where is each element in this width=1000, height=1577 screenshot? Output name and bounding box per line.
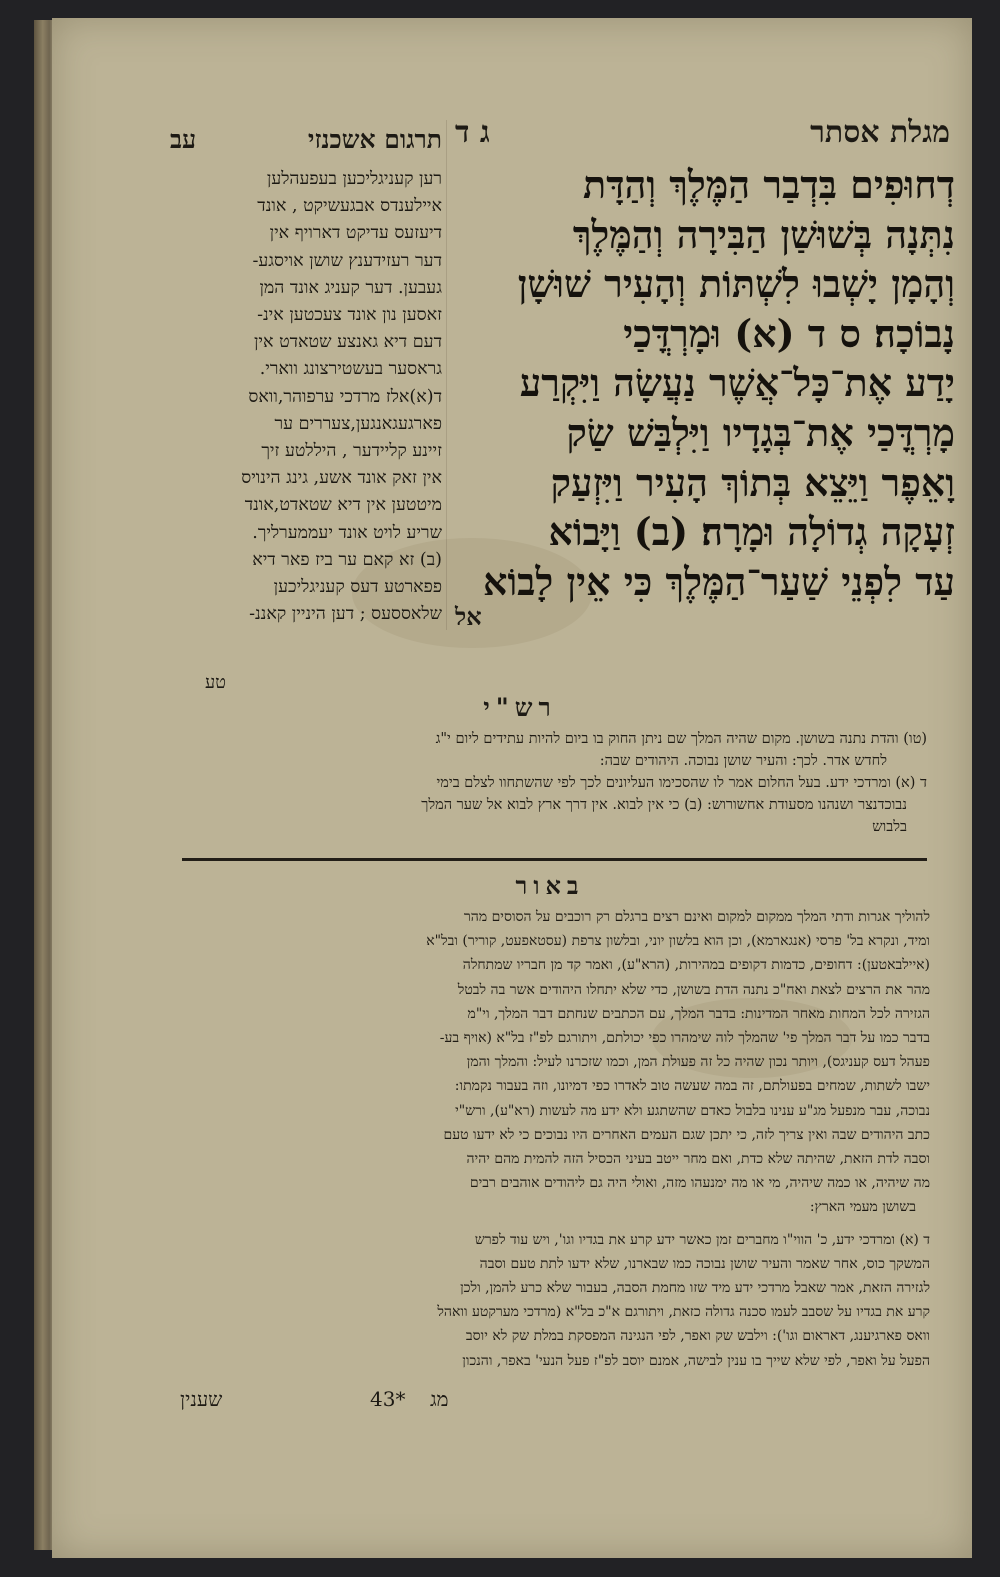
targum-line: דער רעזידענץ שושן אויסגע-: [252, 250, 442, 271]
scripture-line: וְהָמָן יָשְׁבוּ לִשְׁתּוֹת וְהָעִיר שׁוּשָׁן: [517, 261, 955, 307]
signature-mark: מג: [430, 1387, 449, 1411]
biur-line: נבוכה, עבר מנפעל מג"ע ענינו בלבול כאדם שהשתגע ולא ידע מה לעשות (רא"ע), ורש"י: [455, 1102, 930, 1119]
column-divider: [446, 120, 447, 630]
biur-line: הפעל על ואפר, לפי שלא שייך בו ענין לבישה, אמנם יוסב לפ"ז פעל הנעי' באפר, והנכון: [462, 1352, 930, 1369]
biur-line: (איילבאטען): דחופים, כדמות דקופים במהירות, (הרא"ע), ואמר קד מן חבריו שמתחלה: [462, 957, 930, 974]
main-catchword: אל: [455, 602, 482, 631]
targum-line: גראסער בעשטירצונג ווארי.: [259, 359, 442, 380]
targum-column-header: [170, 120, 442, 160]
book-title: מגלת אסתר: [810, 114, 950, 150]
scripture-line: עַד לִפְנֵי שַׁעַר־הַמֶּלֶךְ כִּי אֵין לָבוֹא: [483, 558, 955, 604]
rashi-heading: רש"י: [483, 693, 557, 722]
targum-line: שלאססעס ; דען היניין קאננ-: [249, 604, 442, 625]
main-column-header: [455, 108, 950, 156]
targum-line: זיינע קליידער , היללטע זיך: [261, 441, 442, 462]
targum-page-marker: עב: [170, 125, 197, 154]
targum-line: זאסען נון אונד צעכטען אינ-: [257, 305, 442, 326]
scripture-text: [455, 160, 955, 630]
rashi-line: לחדש אדר. לכך: והעיר שושן נבוכה. היהודים שבה:: [599, 753, 887, 769]
biur-line: ד (א) ומרדכי ידע, כ' הווי"ו מחברים זמן כאשר ידע קרע את בגדיו וגו', ויש עוד לפרש: [474, 1231, 930, 1248]
biur-commentary: [178, 905, 930, 1375]
biur-line: מהר את הרצים לצאת ואח"כ נתנה הדת בשושן, כדי שלא יתחלו היהודים אשר בה לבטל: [457, 981, 930, 998]
section-divider-rule: [182, 858, 927, 861]
targum-line: דיעזעס עדיקט דארויף אין: [269, 223, 442, 244]
chapter-marker: ג ד: [455, 114, 490, 150]
biur-line: מה שיהיה, או כמה שיהיה, מי או מה ימנעהו מזה, ואולי היה גם ליהודים אוהבים רבים: [469, 1175, 930, 1192]
biur-line: לגזירה הזאת, אמר שאבל מרדכי ידע מיד שזו מחמת הסבה, בעבור שלא כרע להמן, ולכן: [460, 1280, 930, 1297]
biur-heading: באור: [515, 871, 585, 900]
rashi-line: נבוכדנצר ושנהנו מסעודת אחשורוש: (ב) כי אין לבוא. אין דרך ארץ לבוא אל שער המלך: [421, 797, 907, 813]
biur-line: להוליך אגרות ודתי המלך ממקום למקום ואינם רצים ברגלם רק רוכבים על הסוסים מהר: [463, 909, 930, 925]
biur-line: פעהל דעס קעניגס), ויותר נכון שהיה כל זה פעולת המן, וכמו שזכרנו לעיל: והמלך והמן: [466, 1054, 930, 1071]
targum-catchword: טע: [205, 672, 227, 693]
scripture-line: נָבוֹכָה׃ ס ד (א) וּמָרְדֳּכַי: [623, 310, 955, 356]
biur-line: כתב היהודים שבה ואין צריך לזה, כי יתכן שגם העמים האחרים היו נבוכים כי לא ידעו טעם: [443, 1126, 930, 1143]
targum-line: דעם דיא גאנצע שטאדט אין: [253, 332, 442, 353]
targum-line: פארגעגאנגען,צעררים ער: [274, 413, 442, 434]
rashi-line: ד (א) ומרדכי ידע. בעל החלום אמר לו שהסכימו העליונים לכך לפי שהשתחוו לצלם בימי: [436, 775, 927, 791]
biur-line: קרע את בגדיו על שסבב לעמו סכנה גדולה כזאת, ויתורגם א"כ בל"א (מרדכי מערקטע וואהל: [437, 1304, 930, 1321]
targum-title: תרגום אשכנזי: [307, 125, 442, 154]
scripture-line: יָדַע אֶת־כָּל־אֲשֶׁר נַעֲשָׂה וַיִּקְרַע: [519, 360, 955, 406]
targum-line: מיטטען אין דיא שטאדט,אונד: [244, 495, 442, 516]
rashi-line: (טו) והדת נתנה בשושן. מקום שהיה המלך שם ניתן החוק בו ביום להיות עתידים ליום י"ג: [435, 731, 927, 747]
targum-line: אין זאק אונד אשע, גינג הינויס: [241, 468, 442, 489]
biur-line: ישבו לשתות, שמחים בפעולתם, זה במה שעשה טוב לאדרו כפי דמיונו, וזה בעבור נקמתו:: [454, 1078, 930, 1095]
scripture-line: מָרְדֳּכַי אֶת־בְּגָדָיו וַיִּלְבַּשׁ שַׂק: [566, 409, 955, 455]
targum-line: פפארטע דעס קעניגליכען: [273, 577, 442, 598]
biur-line: ומיד, ונקרא בל' פרסי (אנגארמא), וכן הוא בלשון יוני, ובלשון צרפת (עסטאפעט, קוריר) ובל"א: [426, 933, 930, 950]
scripture-line: דְחוּפִים בִּדְבַר הַמֶּלֶךְ וְהַדָּת: [583, 162, 955, 207]
scripture-line: וָאֵפֶר וַיֵּצֵא בְּתוֹךְ הָעִיר וַיִּזְעַק: [550, 459, 955, 505]
page-number: 43*: [370, 1387, 406, 1411]
biur-line: המשקך כוס, אחר שאמר והעיר שושן נבוכה כמו שבארנו, שלא ידעו לתת טעם וסבה: [479, 1255, 930, 1272]
targum-line: איילענדס אבגעשיקט , אונד: [257, 196, 442, 217]
targum-line: רען קעניגליכען בעפעהלען: [266, 169, 442, 189]
targum-line: ד(א)אלז מרדכי ערפוהר,וואס: [248, 386, 442, 407]
page-footer: [180, 1387, 930, 1421]
biur-line: הגזירה לכל המחות מאחר המדינות: בדבר המלך, עם הכתבים שנחתם דבר המלך, וי"מ: [467, 1005, 930, 1022]
targum-line: (ב) זא קאם ער ביז פאר דיא: [252, 549, 442, 570]
scripture-line: זְעָקָה גְדוֹלָה וּמָרָה׃ (ב) וַיָּבוֹא: [548, 509, 955, 555]
scripture-line: נִתְּנָה בְּשׁוּשַׁן הַבִּירָה וְהַמֶּלֶךְ: [572, 211, 955, 257]
targum-text: [170, 166, 442, 696]
biur-line: וואס פארגיענג, דאראום וגו'): וילבש שק ואפר, לפי הנגינה המפסקת במלת שק לא יוסב: [465, 1328, 930, 1345]
footer-catchword: שענין: [180, 1387, 223, 1411]
targum-line: געבען. דער קעניג אונד המן: [259, 277, 442, 298]
targum-line: שריע לויט אונד יעממערליך.: [252, 522, 442, 543]
biur-line: וסבה לדת הזאת, שהיתה שלא כדת, ואם מחר ייטב בעיני הכסיל הזה להמית מהם יהיה: [466, 1151, 930, 1168]
rashi-line: בלבוש: [872, 819, 907, 835]
biur-line: בשושן מעמי הארץ:: [809, 1199, 916, 1216]
rashi-commentary: [182, 728, 927, 853]
biur-line: בדבר כמו על דבר המלך פי' שהמלך לוה שימהרו כפי יכולתם, ויתורגם לפ"ז בל"א (אויף בע-: [439, 1030, 930, 1047]
